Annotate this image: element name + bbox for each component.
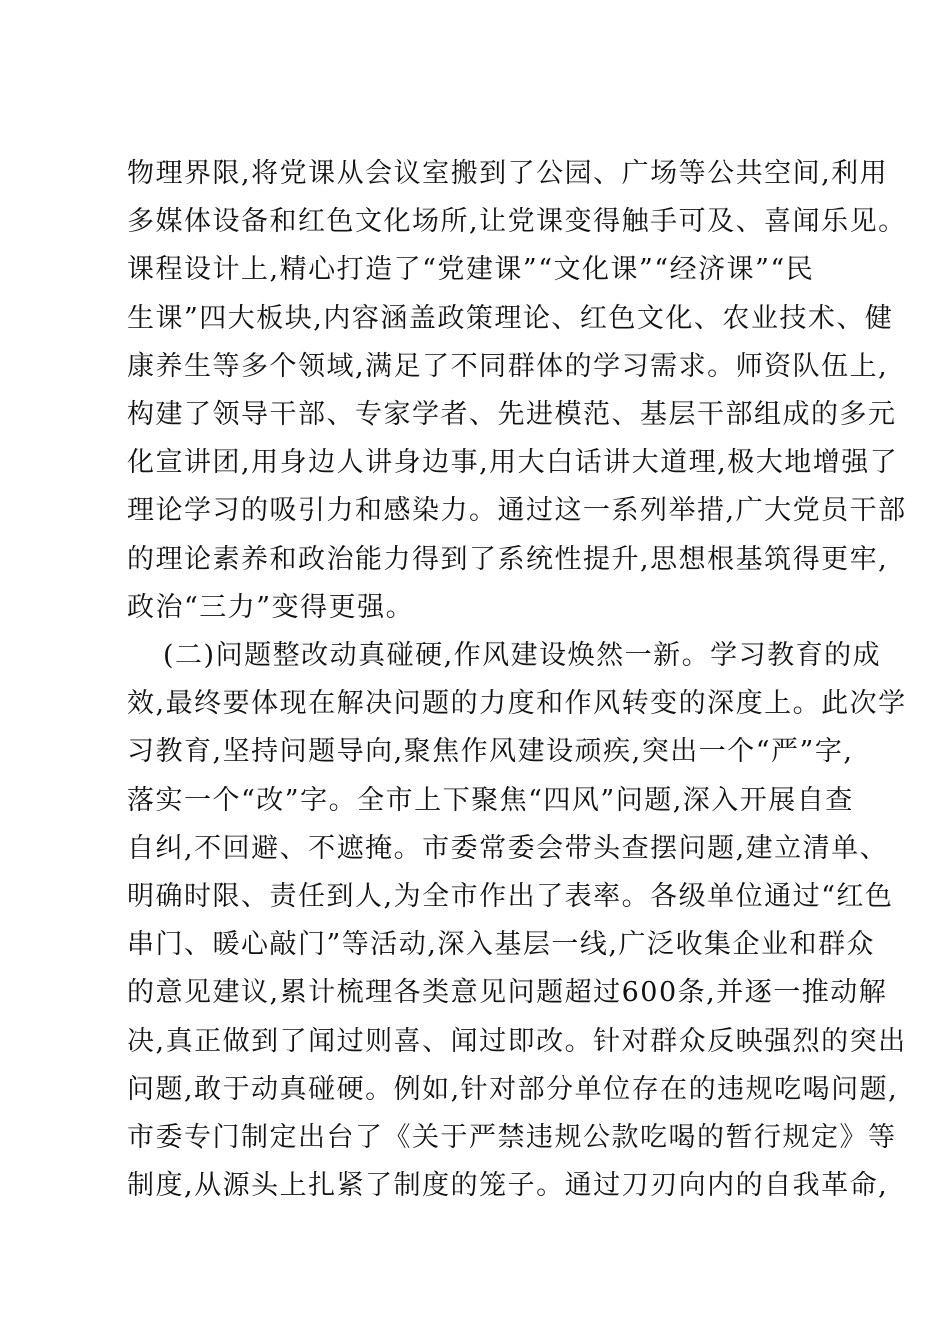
text-line: 的理论素养和政治能力得到了系统性提升,思想根基筑得更牢,	[127, 543, 889, 575]
text-line: 理论学习的吸引力和感染力。通过这一系列举措,广大党员干部	[127, 495, 907, 527]
text-line: 市委专门制定出台了《关于严禁违规公款吃喝的暂行规定》等	[127, 1122, 897, 1154]
text-line: 制度,从源头上扎紧了制度的笼子。通过刀刃向内的自我革命,	[127, 1170, 889, 1202]
text-line: 串门、暖心敲门”等活动,深入基层一线,广泛收集企业和群众	[127, 929, 875, 961]
text-line: 生课”四大板块,内容涵盖政策理论、红色文化、农业技术、健	[127, 302, 894, 334]
text-line: 的意见建议,累计梳理各类意见问题超过600条,并逐一推动解	[127, 977, 888, 1009]
paragraph-party-lectures	[127, 150, 907, 632]
text-line: 落实一个“改”字。全市上下聚焦“四风”问题,深入开展自查	[127, 784, 854, 816]
text-line: 多媒体设备和红色文化场所,让党课变得触手可及、喜闻乐见。	[127, 206, 907, 238]
text-line: 效,最终要体现在解决问题的力度和作风转变的深度上。此次学	[127, 688, 907, 720]
document-body	[127, 150, 907, 1210]
text-line: (二)问题整改动真碰硬,作风建设焕然一新。学习教育的成	[163, 640, 882, 672]
text-line: 康养生等多个领域,满足了不同群体的学习需求。师资队伍上,	[127, 350, 889, 382]
text-line: 政治“三力”变得更强。	[127, 591, 415, 623]
text-line: 决,真正做到了闻过则喜、闻过即改。针对群众反映强烈的突出	[127, 1025, 907, 1057]
text-line: 化宣讲团,用身边人讲身边事,用大白话讲大道理,极大地增强了	[127, 447, 899, 479]
text-line: 习教育,坚持问题导向,聚焦作风建设顽疾,突出一个“严”字,	[127, 736, 854, 768]
paragraph-rectification	[127, 632, 907, 1210]
text-line: 自纠,不回避、不遮掩。市委常委会带头查摆问题,建立清单、	[127, 832, 889, 864]
text-line: 物理界限,将党课从会议室搬到了公园、广场等公共空间,利用	[127, 158, 889, 189]
text-line: 构建了领导干部、专家学者、先进模范、基层干部组成的多元	[127, 399, 897, 431]
text-line: 课程设计上,精心打造了“党建课”“文化课”“经济课”“民	[127, 254, 815, 286]
text-line: 明确时限、责任到人,为全市作出了表率。各级单位通过“红色	[127, 881, 894, 913]
text-line: 问题,敢于动真碰硬。例如,针对部分单位存在的违规吃喝问题,	[127, 1073, 899, 1105]
